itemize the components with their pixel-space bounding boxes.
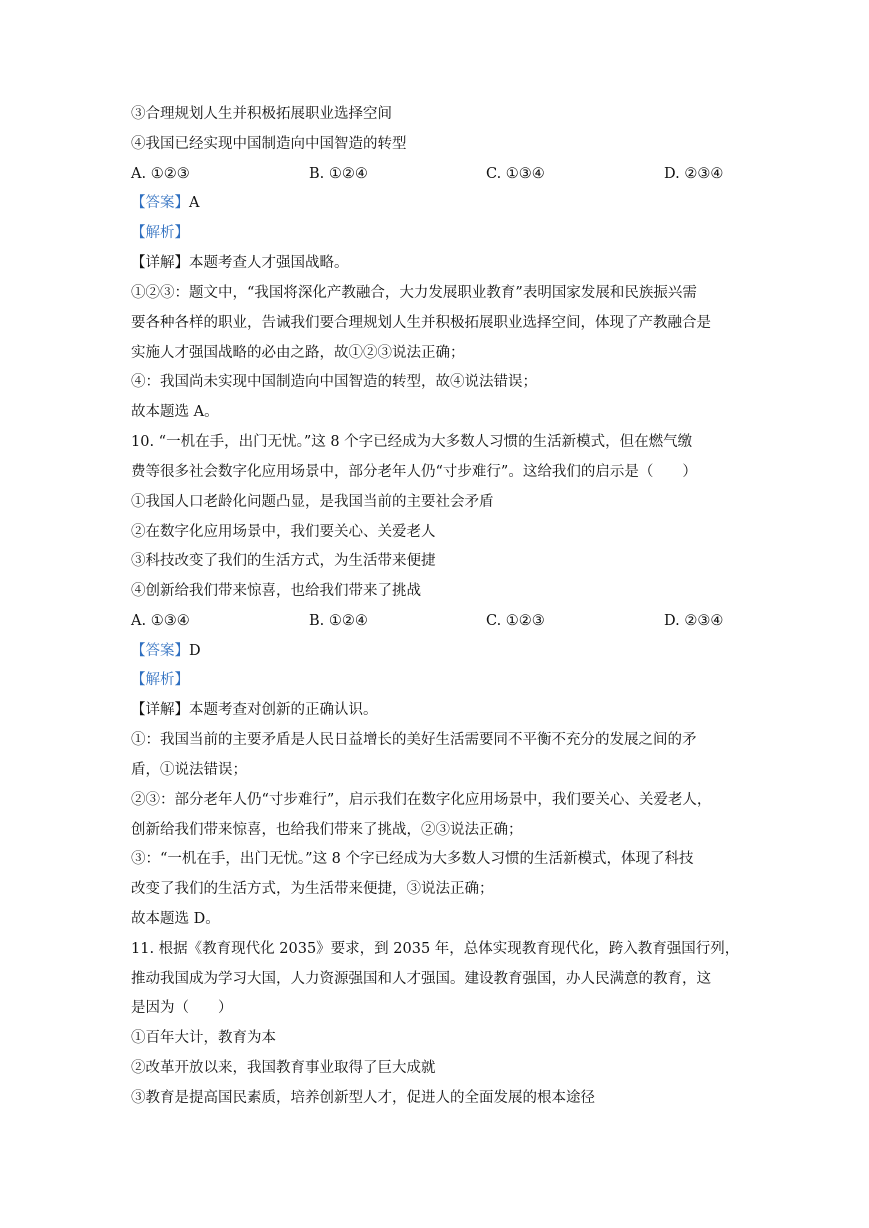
q11-option-2: ②改革开放以来，我国教育事业取得了巨大成就	[131, 1060, 436, 1076]
answer-tag: 【答案】	[131, 195, 189, 211]
q10-option-4: ④创新给我们带来惊喜，也给我们带来了挑战	[131, 583, 421, 599]
q9-explain-3: 实施人才强国战略的必由之路，故①②③说法正确；	[131, 345, 465, 361]
q11-option-3: ③教育是提高国民素质，培养创新型人才，促进人的全面发展的根本途径	[131, 1090, 595, 1106]
answer-tag: 【答案】	[131, 643, 189, 659]
q10-explain-6: 改变了我们的生活方式，为生活带来便捷，③说法正确；	[131, 881, 494, 897]
detail-tag: 【详解】	[131, 702, 189, 718]
q10-choice-c: C. ①②③	[486, 613, 545, 629]
q11-option-1: ①百年大计，教育为本	[131, 1030, 276, 1046]
q9-option-4: ④我国已经实现中国制造向中国智造的转型	[131, 136, 407, 152]
q10-explain-2: 盾，①说法错误；	[131, 762, 247, 778]
q10-explain-5: ③：“一机在手，出门无忧。”这 8 个字已经成为大多数人习惯的生活新模式，体现了科技	[131, 851, 694, 867]
q9-choice-b: B. ①②④	[309, 166, 368, 182]
q10-choice-a: A. ①③④	[131, 613, 190, 629]
detail-text: 本题考查人才强国战略。	[189, 255, 349, 271]
q9-detail	[131, 253, 349, 273]
q10-explain-4: 创新给我们带来惊喜，也给我们带来了挑战，②③说法正确；	[131, 822, 523, 838]
q10-option-1: ①我国人口老龄化问题凸显，是我国当前的主要社会矛盾	[131, 494, 494, 510]
detail-text: 本题考查对创新的正确认识。	[189, 702, 378, 718]
q11-stem-1: 11. 根据《教育现代化 2035》要求，到 2035 年，总体实现教育现代化，跨入教育强国行列，	[131, 941, 740, 957]
q10-detail	[131, 700, 378, 720]
q10-choice-d: D. ②③④	[664, 613, 724, 629]
q10-option-3: ③科技改变了我们的生活方式，为生活带来便捷	[131, 553, 436, 569]
q10-choice-b: B. ①②④	[309, 613, 368, 629]
q10-analysis-tag: 【解析】	[131, 672, 189, 688]
q9-choice-d: D. ②③④	[664, 166, 724, 182]
q9-analysis-tag: 【解析】	[131, 225, 189, 241]
q11-stem-2: 推动我国成为学习大国，人力资源强国和人才强国。建设教育强国，办人民满意的教育，这	[131, 971, 711, 987]
q11-stem-3: 是因为（ ）	[131, 1000, 233, 1016]
q9-answer	[131, 193, 199, 213]
q9-explain-4: ④：我国尚未实现中国制造向中国智造的转型，故④说法错误；	[131, 374, 537, 390]
q9-explain-2: 要各种各样的职业，告诫我们要合理规划人生并积极拓展职业选择空间，体现了产教融合是	[131, 315, 711, 331]
q10-explain-1: ①：我国当前的主要矛盾是人民日益增长的美好生活需要同不平衡不充分的发展之间的矛	[131, 732, 697, 748]
q10-answer	[131, 641, 201, 661]
q10-stem-1: 10. “一机在手，出门无忧。”这 8 个字已经成为大多数人习惯的生活新模式，但在燃气缴	[131, 434, 693, 450]
q10-option-2: ②在数字化应用场景中，我们要关心、关爱老人	[131, 524, 436, 540]
q10-stem-2: 费等很多社会数字化应用场景中，部分老年人仍“寸步难行”。这给我们的启示是（ ）	[131, 464, 697, 480]
q9-choice-a: A. ①②③	[131, 166, 190, 182]
answer-value: A	[189, 195, 200, 211]
detail-tag: 【详解】	[131, 255, 189, 271]
q10-explain-3: ②③：部分老年人仍“寸步难行”，启示我们在数字化应用场景中，我们要关心、关爱老人，	[131, 792, 712, 808]
q10-conclusion: 故本题选 D。	[131, 911, 220, 927]
q9-choice-c: C. ①③④	[486, 166, 545, 182]
q9-option-3: ③合理规划人生并积极拓展职业选择空间	[131, 106, 392, 122]
answer-value: D	[189, 643, 201, 659]
q9-conclusion: 故本题选 A。	[131, 404, 219, 420]
q9-explain-1: ①②③：题文中，“我国将深化产教融合，大力发展职业教育”表明国家发展和民族振兴需	[131, 285, 697, 301]
